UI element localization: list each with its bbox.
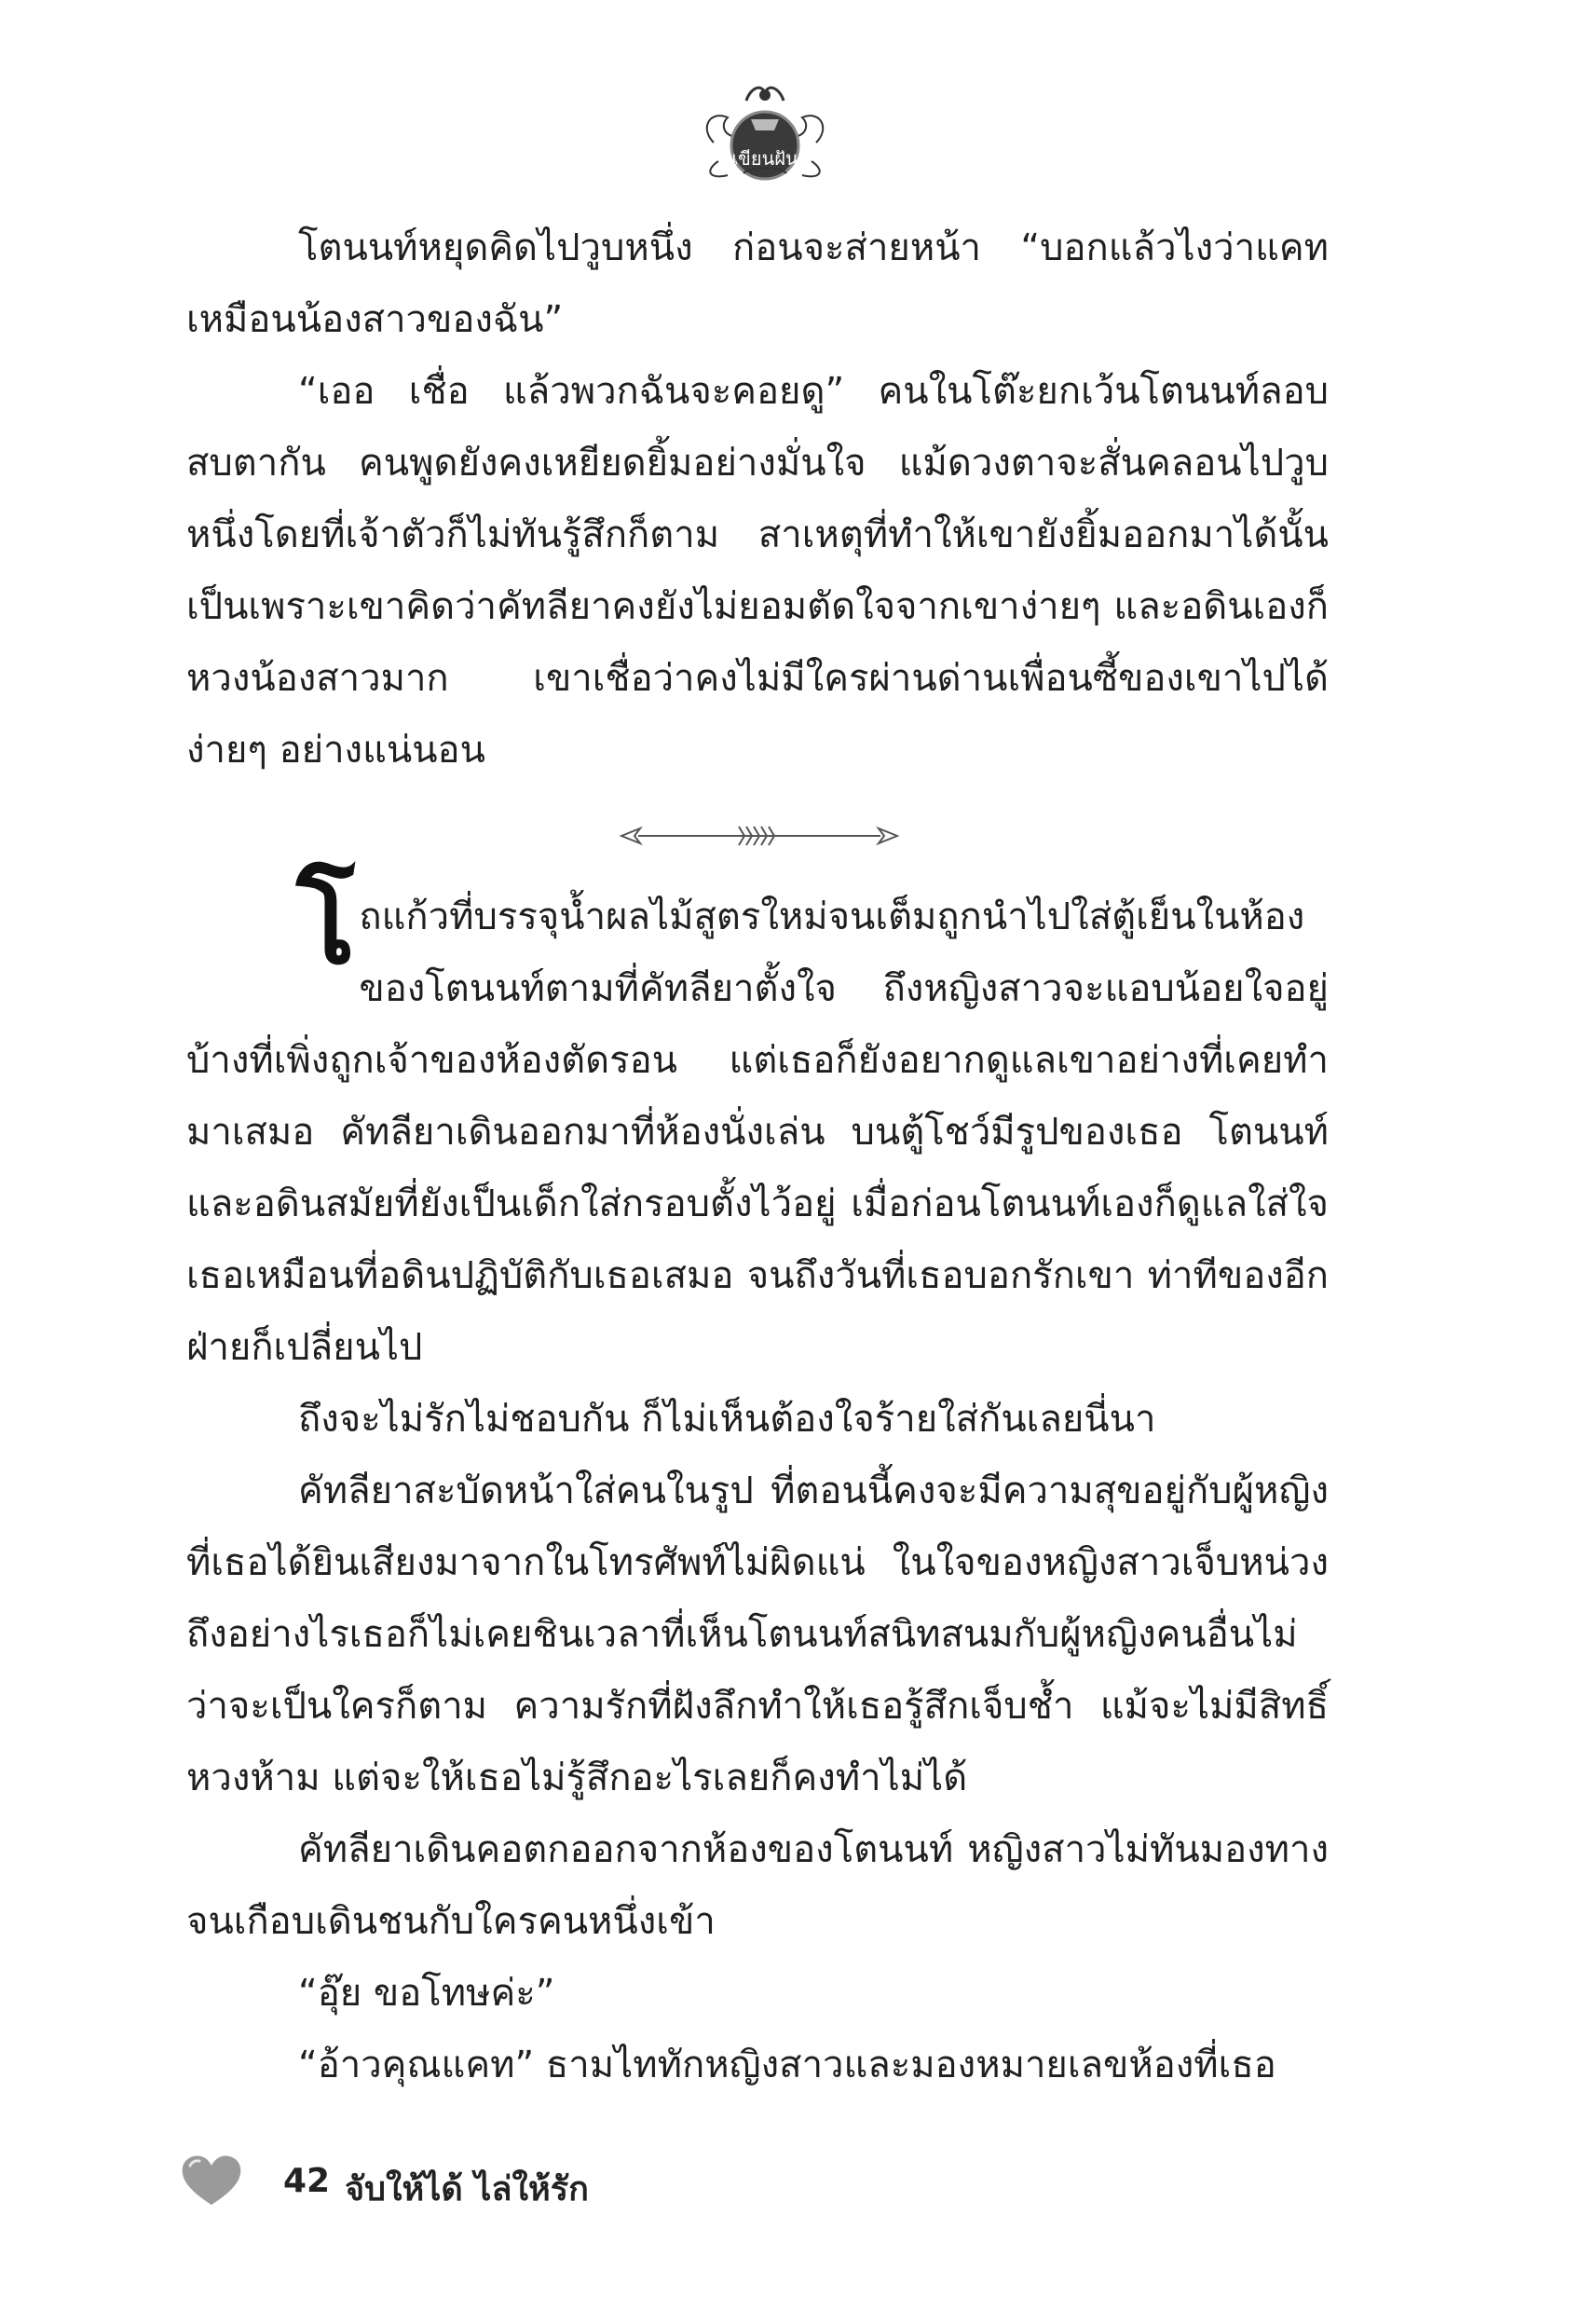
paragraph-text: ถแก้วที่บรรจุน้ำผลไม้สูตรใหม่จนเต็มถูกนำไปใส่ตู้เย็นในห้องของโตนนท์ตามที่คัทลียาตั้งใจ ถึงหญิงสาวจะแอบน้อยใจอยู่บ้างที่เพิ่งถูกเจ้าของห้องตัดรอน แต่เธอก็ยังอยากดูแลเขาอย่างที่เคยทำมาเสมอ คัทลียาเดินออกมาที่ห้องนั่งเล่น บนตู้โชว์มีรูปของเธอ โตนนท์และอดินสมัยที่ยังเป็นเด็กใส่กรอบตั้งไว้อยู่ เมื่อก่อนโตนนท์เองก็ดูแลใส่ใจเธอเหมือนที่อดินปฏิบัติกับเธอเสมอ จนถึงวันที่เธอบอกรักเขา ท่าทีของอีกฝ่ายก็เปลี่ยนไป xyxy=(186,896,1329,1369)
heart-icon xyxy=(179,2153,244,2208)
emblem-label: เขียนฝัน xyxy=(731,147,798,170)
section-divider-icon xyxy=(620,822,899,850)
book-title: จับให้ได้ ไล่ให้รัก xyxy=(345,2170,589,2208)
page-footer xyxy=(179,2153,831,2208)
text-section-1 xyxy=(186,212,1329,786)
paragraph: โตนนท์หยุดคิดไปวูบหนึ่ง ก่อนจะส่ายหน้า “บอกแล้วไงว่าแคทเหมือนน้องสาวของฉัน” xyxy=(186,226,1329,341)
paragraph: “เออ เชื่อ แล้วพวกฉันจะคอยดู” คนในโต๊ะยกเว้นโตนนท์ลอบสบตากัน คนพูดยังคงเหยียดยิ้มอย่างมั่นใจ แม้ดวงตาจะสั่นคลอนไปวูบหนึ่งโดยที่เจ้าตัวก็ไม่ทันรู้สึกก็ตาม สาเหตุที่ทำให้เขายังยิ้มออกมาได้นั้น เป็นเพราะเขาคิดว่าคัทลียาคงยังไม่ยอมตัดใจจากเขาง่ายๆ และอดินเองก็หวงน้องสาวมาก เขาเชื่อว่าคงไม่มีใครผ่านด่านเพื่อนซี้ของเขาไปได้ง่ายๆ อย่างแน่นอน xyxy=(186,370,1329,772)
paragraph: คัทลียาสะบัดหน้าใส่คนในรูป ที่ตอนนี้คงจะมีความสุขอยู่กับผู้หญิงที่เธอได้ยินเสียงมาจากในโทรศัพท์ไม่ผิดแน่ ในใจของหญิงสาวเจ็บหน่วง ถึงอย่างไรเธอก็ไม่เคยชินเวลาที่เห็นโตนนท์สนิทสนมกับผู้หญิงคนอื่นไม่ว่าจะเป็นใครก็ตาม ความรักที่ฝังลึกทำให้เธอรู้สึกเจ็บช้ำ แม้จะไม่มีสิทธิ์หวงห้าม แต่จะให้เธอไม่รู้สึกอะไรเลยก็คงทำไม่ได้ xyxy=(186,1470,1329,1799)
text-section-2 xyxy=(186,859,1329,2101)
paragraph: “อุ๊ย ขอโทษค่ะ” xyxy=(298,1972,555,2015)
paragraph: “อ้าวคุณแคท” ธามไททักหญิงสาวและมองหมายเลขห้องที่เธอ xyxy=(298,2044,1276,2086)
paragraph: คัทลียาเดินคอตกออกจากห้องของโตนนท์ หญิงสาวไม่ทันมองทางจนเกือบเดินชนกับใครคนหนึ่งเข้า xyxy=(186,1828,1329,1943)
paragraph xyxy=(186,859,1329,1384)
page-number: 42 xyxy=(283,2162,331,2200)
drop-cap: โ xyxy=(296,859,356,989)
paragraph: ถึงจะไม่รักไม่ชอบกัน ก็ไม่เห็นต้องใจร้ายใส่กันเลยนี่นา xyxy=(298,1398,1156,1441)
chapter-emblem xyxy=(695,73,835,185)
